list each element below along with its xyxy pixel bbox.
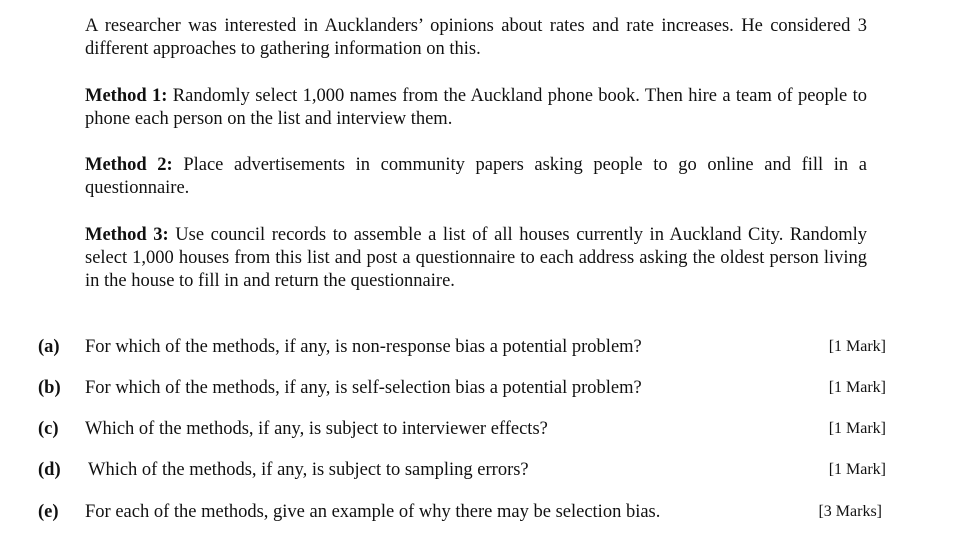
question-d-marks: [1 Mark]	[828, 461, 886, 478]
method-1-label: Method 1:	[85, 86, 168, 106]
question-d-text: Which of the methods, if any, is subject to sampling errors?	[88, 460, 529, 480]
question-a-marks: [1 Mark]	[828, 338, 886, 355]
question-a	[0, 334, 958, 360]
method-3-text: Use council records to assemble a list of all houses currently in Auckland City. Randomly select 1,000 houses from this list and post a questionnaire to each address asking the oldest person living in the house to fill in and return the questionnaire.	[85, 225, 868, 291]
question-d-label: (d)	[38, 460, 61, 480]
method-3-label: Method 3:	[85, 225, 169, 245]
question-b	[0, 375, 958, 401]
question-c-text: Which of the methods, if any, is subject to interviewer effects?	[85, 419, 548, 439]
intro-paragraph: A researcher was interested in Aucklanders’ opinions about rates and rate increases. He considered 3 different approaches to gathering information on this.	[85, 16, 867, 59]
method-2-text: Place advertisements in community papers asking people to go online and fill in a questionnaire.	[85, 155, 868, 198]
question-c-marks: [1 Mark]	[828, 420, 886, 437]
question-e-marks: [3 Marks]	[818, 503, 882, 520]
question-c-label: (c)	[38, 419, 59, 439]
method-1-text: Randomly select 1,000 names from the Auckland phone book. Then hire a team of people to phone each person on the list and interview them.	[85, 86, 867, 129]
question-e-label: (e)	[38, 502, 59, 522]
question-c	[0, 416, 958, 442]
question-d	[0, 457, 958, 483]
question-a-label: (a)	[38, 337, 60, 357]
question-e	[0, 499, 958, 525]
question-b-marks: [1 Mark]	[828, 379, 886, 396]
question-e-text: For each of the methods, give an example of why there may be selection bias.	[85, 502, 661, 522]
method-2-paragraph	[85, 154, 867, 200]
method-3-paragraph	[85, 224, 867, 293]
question-a-text: For which of the methods, if any, is non-response bias a potential problem?	[85, 337, 642, 357]
method-1-paragraph	[85, 85, 867, 131]
question-b-label: (b)	[38, 378, 61, 398]
method-2-label: Method 2:	[85, 155, 173, 175]
question-b-text: For which of the methods, if any, is self-selection bias a potential problem?	[85, 378, 642, 398]
